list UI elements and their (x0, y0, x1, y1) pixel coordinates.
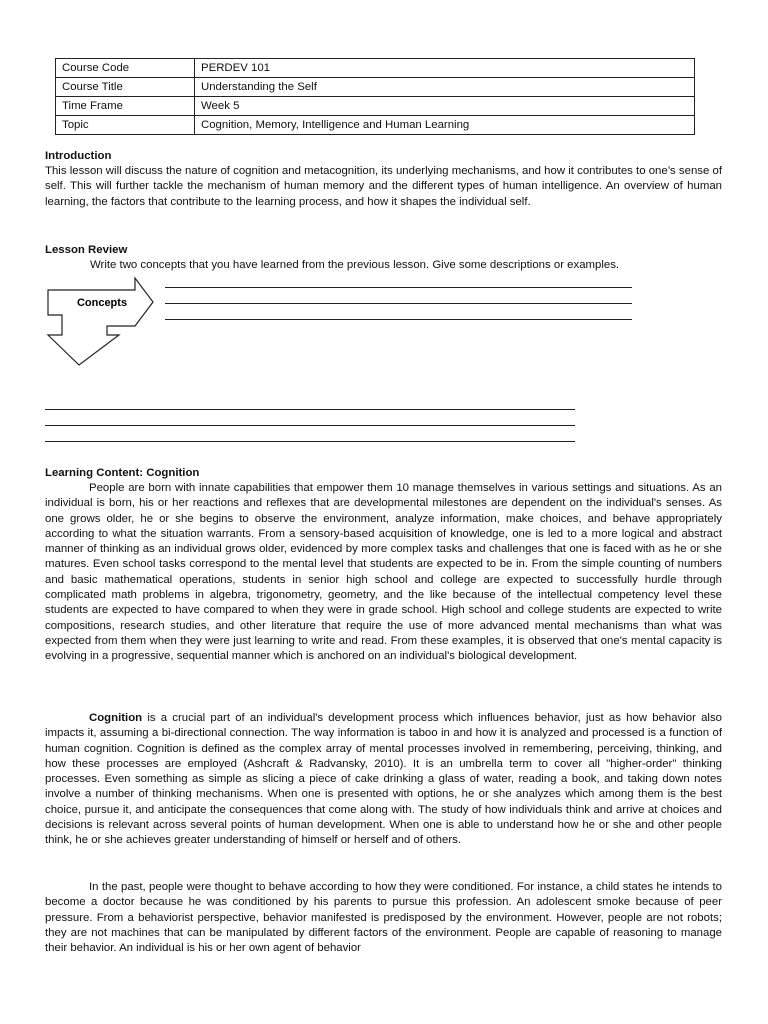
cognition-paragraph-2 (45, 711, 722, 849)
cognition-paragraph-3-block (45, 880, 722, 956)
lesson-review-heading: Lesson Review (45, 244, 128, 256)
cognition-paragraph-1: People are born with innate capabilities that empower them 10 manage themselves in various settings and situations. As an individual is born, his or her reactions and reflexes that are developmental milestones are dependent on the individual's senses. As one grows older, he or she begins to observe the environment, analyze information, make choices, and behave appropriately according to what the situation warrants. From a sensory-based acquisition of knowledge, one is led to a more logical and abstract manner of thinking as an individual grows older, evidenced by more complex tasks and challenges that one is faced with as he or she matures. Even school tasks correspond to the mental level that students are expected to be in. From the simple counting of numbers and basic mathematical operations, students in senior high school and college are expected to successfully hurdle through complicated math problems in algebra, trigonometry, geometry, and the like because of the intellectual competency level these students are expected to have compared to when they were in grade school. High school and college students are expected to write compositions, research studies, and other literature that require the use of more advanced mental mechanisms than what was expected from them when they were just learning to write and read. From these examples, it is observed that one's mental capacity is evolving in a progressive, sequential manner which is anchored on an individual's biological development. (45, 482, 722, 663)
time-frame-value: Week 5 (195, 97, 695, 116)
table-row (56, 97, 695, 116)
learning-content-heading: Learning Content: Cognition (45, 467, 200, 479)
course-code-value: PERDEV 101 (195, 59, 695, 78)
introduction-section (45, 149, 722, 210)
lesson-review-section (45, 243, 722, 258)
answer-line[interactable] (45, 409, 575, 410)
answer-line[interactable] (165, 319, 632, 320)
topic-value: Cognition, Memory, Intelligence and Human Learning (195, 116, 695, 135)
introduction-heading: Introduction (45, 150, 112, 162)
lesson-review-instruction: Write two concepts that you have learned from the previous lesson. Give some descriptions or examples. (90, 259, 620, 271)
answer-line[interactable] (165, 287, 632, 288)
concepts-label: Concepts (76, 297, 128, 309)
table-row (56, 59, 695, 78)
learning-content-section (45, 466, 722, 665)
concepts-arrow-graphic (45, 275, 160, 370)
bent-arrow-shape (48, 278, 153, 365)
introduction-text: This lesson will discuss the nature of cognition and metacognition, its underlying mechanisms, and how it contributes to one’s sense of self. This will further tackle the mechanism of human memory and the different types of human intelligence. An overview of human learning, the factors that contribute to the learning process, and how it shapes the individual self. (45, 165, 722, 208)
course-info-table (55, 58, 695, 135)
course-code-label: Course Code (56, 59, 195, 78)
cognition-term: Cognition (89, 712, 143, 724)
topic-label: Topic (56, 116, 195, 135)
cognition-paragraph-3: In the past, people were thought to behave according to how they were conditioned. For instance, a child states he intends to become a doctor because he was conditioned by his parents to pursue this profession. An adolescent smoke because of peer pressure. From a behaviorist perspective, behavior manifested is predisposed by the environment. However, people are not robots; they are not machines that can be manipulated by different factors of the environment. People are capable of reasoning to manage their behavior. An individual is his or her own agent of behavior (45, 881, 722, 955)
time-frame-label: Time Frame (56, 97, 195, 116)
course-title-label: Course Title (56, 78, 195, 97)
cognition-paragraph-2-text: is a crucial part of an individual's development process which influences behavior, just as how behavior also impacts it, assuming a bi-directional connection. The way information is taboo in and how it is analyzed and processed is a function of human cognition. Cognition is defined as the complex array of mental processes involved in remembering, perceiving, thinking, and how these processes are employed (Ashcraft & Radvansky, 2010). It is an umbrella term to cover all "higher-order" thinking processes. Even something as simple as slicing a piece of cake drinking a glass of water, reading a book, and taking down notes involve a number of thinking mechanisms. When one is presented with options, he or she analyzes which among them is the best choice, pursue it, and anticipate the consequences that come along with. The study of how individuals think and arrive at choices and decisions is relevant across several points of human development. When one is able to understand how he or she and other people think, he or she achieves greater understanding of himself or herself and of others. (45, 712, 722, 847)
table-row (56, 116, 695, 135)
answer-line[interactable] (45, 425, 575, 426)
answer-line[interactable] (165, 303, 632, 304)
cognition-paragraph-2-block (45, 711, 722, 849)
answer-line[interactable] (45, 441, 575, 442)
table-row (56, 78, 695, 97)
course-title-value: Understanding the Self (195, 78, 695, 97)
